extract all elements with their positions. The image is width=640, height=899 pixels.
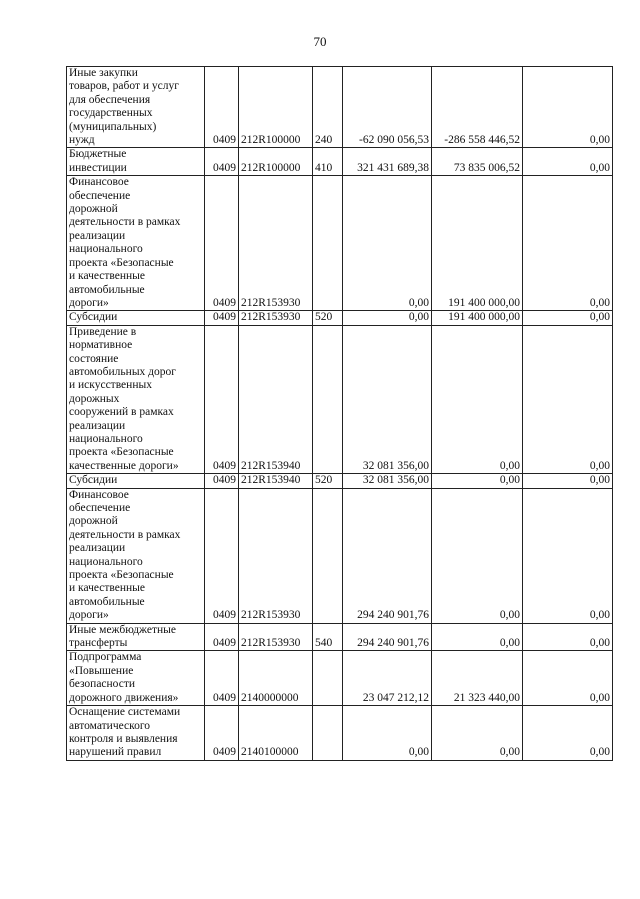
table-row [67,325,613,473]
amount-col2-cell: 21 323 440,00 [432,651,523,706]
amount-col3-cell: 0,00 [523,706,613,761]
row-name-cell: Приведение в нормативное состояние автомобильных дорог и искусственных дорожных сооружений в рамках реализации национального проекта «Безопасные качественные дороги» [67,325,205,473]
amount-col2-cell: 0,00 [432,325,523,473]
expense-type-cell [313,651,343,706]
amount-col1-cell: 0,00 [343,176,432,311]
section-code-cell: 0409 [205,474,239,488]
amount-col3-cell: 0,00 [523,651,613,706]
amount-col3-cell: 0,00 [523,176,613,311]
target-code-cell: 2140100000 [239,706,313,761]
row-name-cell: Иные закупки товаров, работ и услуг для обеспечения государственных (муниципальных) нужд [67,67,205,148]
expense-type-cell: 520 [313,474,343,488]
amount-col3-cell: 0,00 [523,623,613,651]
section-code-cell: 0409 [205,706,239,761]
amount-col3-cell: 0,00 [523,148,613,176]
amount-col2-cell: 0,00 [432,474,523,488]
amount-col1-cell: 321 431 689,38 [343,148,432,176]
row-name-cell: Подпрограмма «Повышение безопасности дорожного движения» [67,651,205,706]
amount-col3-cell: 0,00 [523,67,613,148]
amount-col3-cell: 0,00 [523,488,613,623]
row-name-cell: Субсидии [67,311,205,325]
amount-col2-cell: 73 835 006,52 [432,148,523,176]
table-row [67,488,613,623]
row-name-cell: Субсидии [67,474,205,488]
target-code-cell: 212R100000 [239,67,313,148]
page-number: 70 [313,34,327,49]
amount-col1-cell: 0,00 [343,706,432,761]
amount-col1-cell: 32 081 356,00 [343,474,432,488]
amount-col1-cell: 0,00 [343,311,432,325]
amount-col3-cell: 0,00 [523,311,613,325]
amount-col2-cell: 0,00 [432,623,523,651]
amount-col1-cell: 294 240 901,76 [343,488,432,623]
section-code-cell: 0409 [205,176,239,311]
table-row [67,623,613,651]
section-code-cell: 0409 [205,651,239,706]
section-code-cell: 0409 [205,148,239,176]
target-code-cell: 212R153930 [239,623,313,651]
amount-col1-cell: -62 090 056,53 [343,67,432,148]
expense-type-cell: 410 [313,148,343,176]
budget-table-body [67,67,613,761]
amount-col2-cell: -286 558 446,52 [432,67,523,148]
amount-col2-cell: 0,00 [432,488,523,623]
row-name-cell: Иные межбюджетные трансферты [67,623,205,651]
table-row [67,176,613,311]
target-code-cell: 212R100000 [239,148,313,176]
amount-col2-cell: 191 400 000,00 [432,311,523,325]
budget-table [66,66,613,761]
section-code-cell: 0409 [205,311,239,325]
table-row [67,706,613,761]
target-code-cell: 212R153940 [239,474,313,488]
table-row [67,651,613,706]
amount-col1-cell: 23 047 212,12 [343,651,432,706]
table-row [67,311,613,325]
section-code-cell: 0409 [205,488,239,623]
row-name-cell: Бюджетные инвестиции [67,148,205,176]
table-row [67,67,613,148]
table-row [67,474,613,488]
amount-col2-cell: 0,00 [432,706,523,761]
table-row [67,148,613,176]
target-code-cell: 212R153930 [239,311,313,325]
amount-col3-cell: 0,00 [523,325,613,473]
section-code-cell: 0409 [205,623,239,651]
expense-type-cell [313,325,343,473]
amount-col2-cell: 191 400 000,00 [432,176,523,311]
expense-type-cell: 240 [313,67,343,148]
expense-type-cell [313,176,343,311]
amount-col3-cell: 0,00 [523,474,613,488]
target-code-cell: 2140000000 [239,651,313,706]
section-code-cell: 0409 [205,325,239,473]
row-name-cell: Финансовое обеспечение дорожной деятельности в рамках реализации национального проекта «Безопасные и качественные автомобильные дороги» [67,176,205,311]
row-name-cell: Оснащение системами автоматического контроля и выявления нарушений правил [67,706,205,761]
target-code-cell: 212R153930 [239,488,313,623]
target-code-cell: 212R153930 [239,176,313,311]
expense-type-cell: 520 [313,311,343,325]
expense-type-cell [313,488,343,623]
row-name-cell: Финансовое обеспечение дорожной деятельности в рамках реализации национального проекта «Безопасные и качественные автомобильные дороги» [67,488,205,623]
amount-col1-cell: 294 240 901,76 [343,623,432,651]
target-code-cell: 212R153940 [239,325,313,473]
expense-type-cell: 540 [313,623,343,651]
amount-col1-cell: 32 081 356,00 [343,325,432,473]
expense-type-cell [313,706,343,761]
section-code-cell: 0409 [205,67,239,148]
